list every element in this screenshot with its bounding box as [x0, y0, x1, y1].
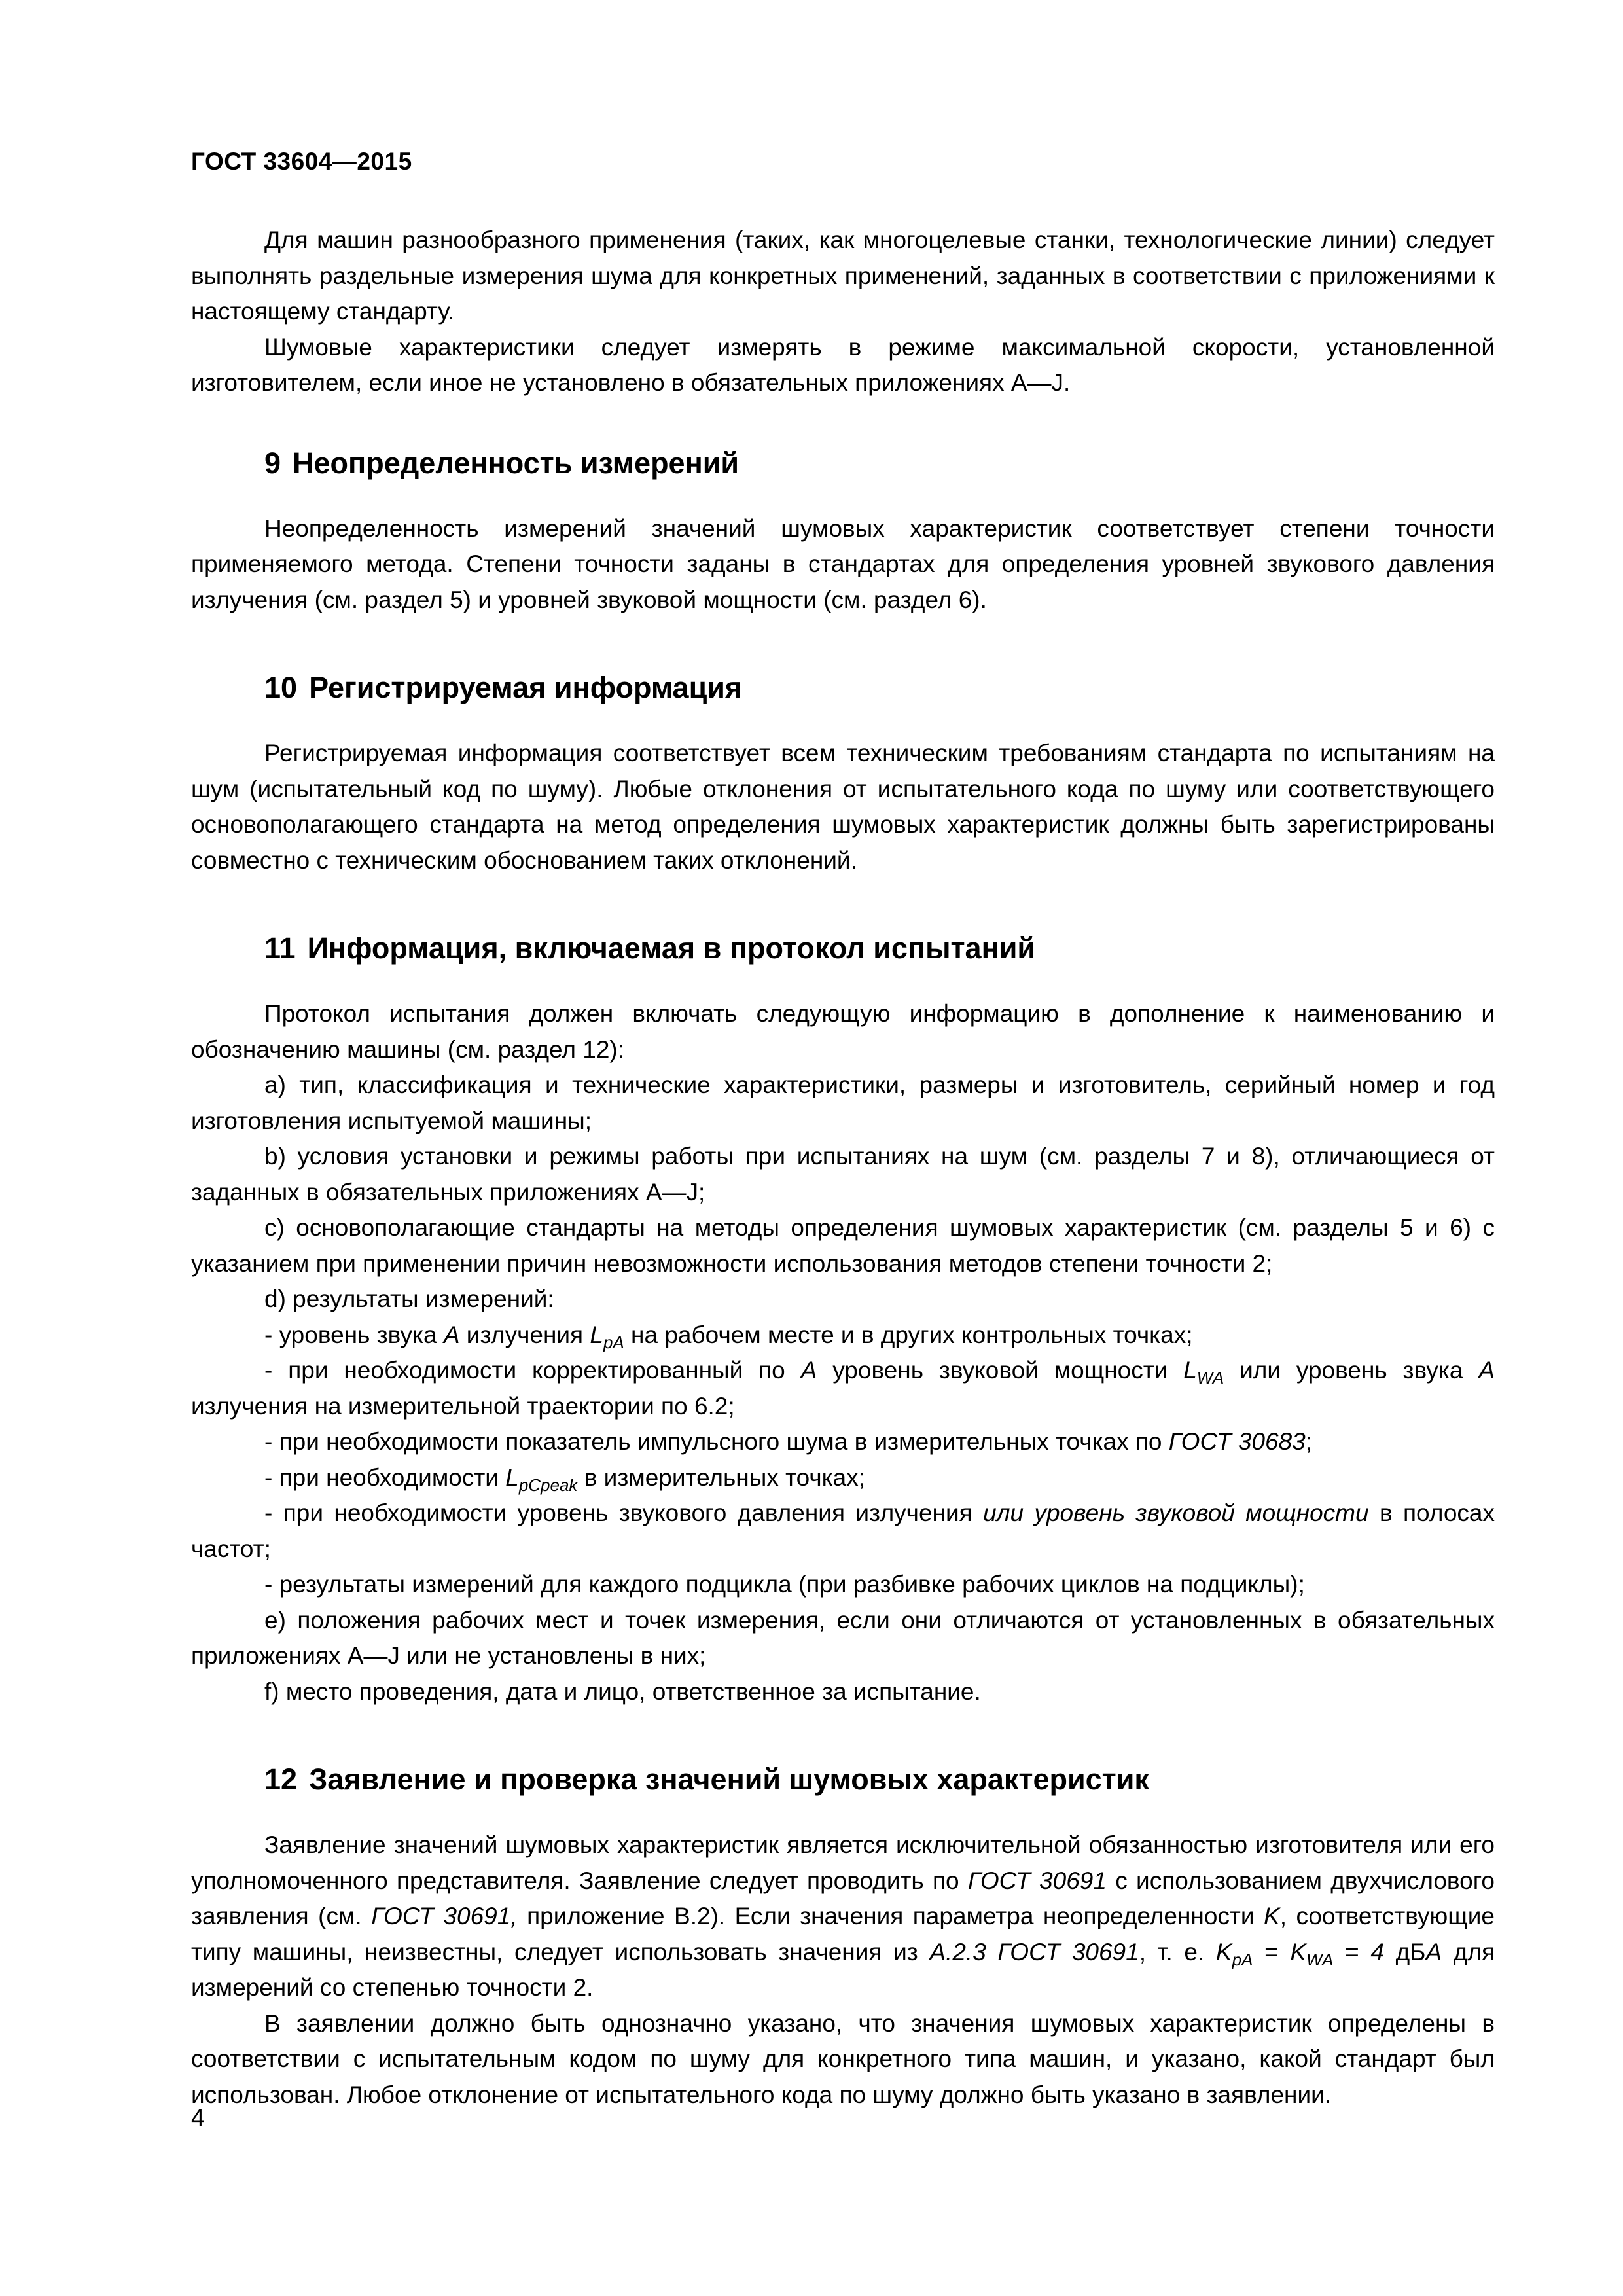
section-9-number: 9	[264, 446, 281, 480]
list-item-e: e) положения рабочих мест и точек измерения, если они отличаются от установленных в обязательных приложениях A—J или не установлены в них;	[191, 1606, 1495, 1669]
list-subitem-d6: - результаты измерений для каждого подцикла (при разбивке рабочих циклов на подциклы);	[264, 1571, 1305, 1598]
section-9-paragraph: Неопределенность измерений значений шумовых характеристик соответствует степени точности применяемого метода. Степени точности заданы в стандартах для определения уровней звукового давления излучения (см. раздел 5) и уровней звуковой мощности (см. раздел 6).	[191, 514, 1495, 613]
section-12-paragraph-1: Заявление значений шумовых характеристик является исключительной обязанностью изготовителя или его уполномоченного представителя. Заявление следует проводить по ГОСТ 30691 с использованием двухчислового заявления (см. ГОСТ 30691, приложение B.2). Если значения параметра неопределенности K, соответствующие типу машины, неизвестны, следует использовать значения из A.2.3 ГОСТ 30691, т. е. $K_{pA} = K_{WA} = 4$ дБА для измерений со степенью точности 2.	[191, 1831, 1495, 2001]
section-11-number: 11	[264, 931, 296, 965]
section-11-title: Информация, включаемая в протокол испытаний	[307, 931, 1036, 965]
document-code-header: ГОСТ 33604—2015	[191, 148, 412, 175]
intro-paragraph-1: Для машин разнообразного применения (таких, как многоцелевые станки, технологические линии) следует выполнять раздельные измерения шума для конкретных применений, заданных в соответствии с приложениями к настоящему стандарту.	[191, 226, 1495, 325]
section-9-heading	[191, 444, 1495, 482]
section-10-paragraph: Регистрируемая информация соответствует всем техническим требованиям стандарта по испытаниям на шум (испытательный код по шуму). Любые отклонения от испытательного кода по шуму или соответствующего основополагающего стандарта на метод определения шумовых характеристик должны быть зарегистрированы совместно с техническим обоснованием таких отклонений.	[191, 740, 1495, 874]
list-item-f: f) место проведения, дата и лицо, ответственное за испытание.	[264, 1677, 981, 1705]
list-subitem-d3: - при необходимости показатель импульсного шума в измерительных точках по ГОСТ 30683;	[264, 1428, 1313, 1455]
list-subitem-d1: - уровень звука А излучения $L_{pA}$ на рабочем месте и в других контрольных точках;	[264, 1321, 1193, 1352]
list-subitem-d5: - при необходимости уровень звукового давления излучения или уровень звуковой мощности в полосах частот;	[191, 1499, 1495, 1562]
section-12-paragraph-2: В заявлении должно быть однозначно указано, что значения шумовых характеристик определены в соответствии с испытательным кодом по шуму для конкретного типа машин, и указано, какой стандарт был использован. Любое отклонение от испытательного кода по шуму должно быть указано в заявлении.	[191, 2009, 1495, 2108]
document-body	[191, 223, 1495, 2113]
section-10-number: 10	[264, 671, 298, 704]
section-10-heading	[191, 669, 1495, 707]
section-12-number: 12	[264, 1763, 298, 1796]
section-11-heading	[191, 929, 1495, 967]
list-item-c: c) основополагающие стандарты на методы определения шумовых характеристик (см. разделы 5 и 6) с указанием при применении причин невозможности использования методов степени точности 2;	[191, 1214, 1495, 1277]
intro-paragraph-2: Шумовые характеристики следует измерять в режиме максимальной скорости, установленной изготовителем, если иное не установлено в обязательных приложениях A—J.	[191, 333, 1495, 396]
page-number: 4	[191, 2104, 205, 2131]
section-10-title: Регистрируемая информация	[309, 671, 743, 704]
list-subitem-d2: - при необходимости корректированный по А уровень звуковой мощности $L_{WA}$ или уровень звука А излучения на измерительной траектории по 6.2;	[191, 1357, 1495, 1420]
section-12-heading	[191, 1761, 1495, 1799]
section-12-title: Заявление и проверка значений шумовых характеристик	[309, 1763, 1149, 1796]
list-item-d: d) результаты измерений:	[264, 1285, 554, 1312]
list-subitem-d4: - при необходимости $L_{pCpeak}$ в измерительных точках;	[264, 1463, 866, 1495]
section-9-title: Неопределенность измерений	[293, 446, 740, 480]
section-11-paragraph: Протокол испытания должен включать следующую информацию в дополнение к наименованию и обозначению машины (см. раздел 12):	[191, 1000, 1495, 1063]
list-item-b: b) условия установки и режимы работы при испытаниях на шум (см. разделы 7 и 8), отличающиеся от заданных в обязательных приложениях A—J;	[191, 1143, 1495, 1206]
list-item-a: а) тип, классификация и технические характеристики, размеры и изготовитель, серийный номер и год изготовления испытуемой машины;	[191, 1071, 1495, 1134]
